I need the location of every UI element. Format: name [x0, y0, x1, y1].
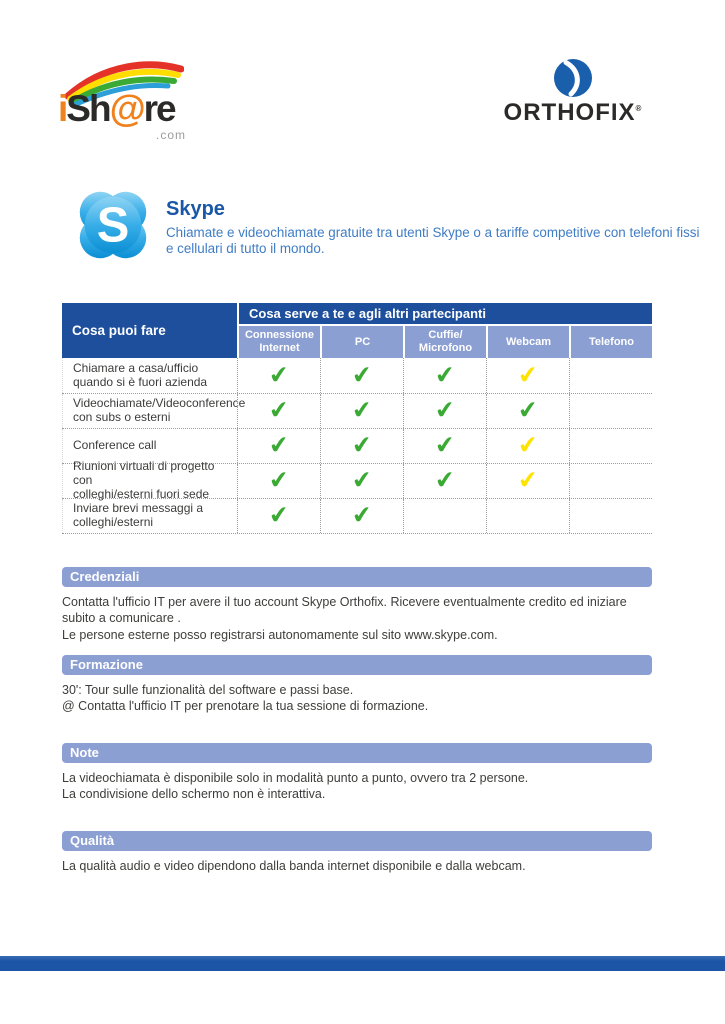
check-icon: [352, 399, 372, 423]
check-cell: [486, 358, 569, 393]
section-title-bar: Qualità: [62, 831, 652, 851]
orthofix-wordmark: [488, 99, 658, 127]
row-label: [62, 499, 237, 533]
row-label-line: con subs o esterni: [73, 410, 171, 424]
check-icon: [518, 364, 538, 388]
section-title-bar: Formazione: [62, 655, 652, 675]
check-cell: [320, 429, 403, 463]
check-icon: [352, 469, 372, 493]
section-paragraph: [62, 858, 652, 874]
check-cell: [569, 394, 652, 428]
check-icon: [518, 469, 538, 493]
table-row: [62, 459, 652, 501]
check-cell: [569, 464, 652, 498]
check-cell: [320, 394, 403, 428]
section-title-bar: Note: [62, 743, 652, 763]
check-cell: [569, 358, 652, 393]
check-cell: [237, 429, 320, 463]
row-label: [62, 358, 237, 393]
row-label-line: quando si è fuori azienda: [73, 374, 208, 389]
check-cell: [237, 464, 320, 498]
section-paragraph: [62, 594, 652, 643]
check-cell: [403, 429, 486, 463]
column-header-line: Internet: [259, 342, 300, 354]
check-icon: [518, 434, 538, 458]
orthofix-logo: [488, 58, 658, 124]
row-label-line: Inviare brevi messaggi a: [73, 501, 204, 516]
check-cell: [403, 358, 486, 393]
check-icon: [435, 434, 455, 458]
ishare-letters-re: re: [143, 88, 175, 129]
table-header: [62, 303, 652, 358]
table-row: [62, 428, 652, 463]
check-icon: [352, 504, 372, 528]
paragraph-line: La videochiamata è disponibile solo in modalità punto a punto, ovvero tra 2 persone.: [62, 771, 529, 785]
skype-logo-icon: [70, 182, 156, 268]
check-icon: [352, 364, 372, 388]
paragraph-line: La condivisione dello schermo non è interattiva.: [62, 787, 326, 802]
ishare-at-sign: @: [109, 88, 144, 129]
table-body: [62, 358, 652, 534]
column-header-line: Webcam: [505, 335, 552, 348]
orthofix-registered-mark: ®: [635, 104, 643, 113]
svg-text:S: S: [96, 198, 130, 253]
check-cell: [486, 429, 569, 463]
check-icon: [435, 469, 455, 493]
column-header-line: Telefono: [588, 335, 634, 348]
column-header-webcam: [488, 326, 569, 358]
row-label: [62, 459, 237, 501]
check-cell: [569, 429, 652, 463]
row-label-line: Conference call: [73, 438, 157, 453]
row-label: [62, 394, 246, 428]
orthofix-globe-icon: [553, 58, 593, 98]
column-header-line: Connessione: [244, 329, 315, 342]
section-title-bar: Credenziali: [62, 567, 652, 587]
check-cell: [403, 394, 486, 428]
section-credenziali: [62, 567, 652, 643]
row-label-line: colleghi/esterni: [73, 515, 154, 529]
paragraph-line: Contatta l'ufficio IT per avere il tuo account Skype Orthofix. Ricevere eventualmente credito ed iniziare subito a comunicare .: [62, 595, 627, 626]
check-icon: [269, 504, 289, 528]
check-cell: [486, 499, 569, 533]
skype-description: [166, 225, 699, 258]
column-header-cuffie-microfono: [405, 326, 486, 358]
footer-bar: [0, 956, 725, 971]
paragraph-line: @ Contatta l'ufficio IT per prenotare la tua sessione di formazione.: [62, 699, 429, 714]
check-cell: [403, 499, 486, 533]
section-qualita: [62, 831, 652, 874]
check-cell: [320, 499, 403, 533]
check-cell: [237, 394, 320, 428]
corner-header-cell: Cosa puoi fare: [62, 303, 237, 358]
check-cell: [237, 499, 320, 533]
check-cell: [486, 464, 569, 498]
check-cell: [486, 394, 569, 428]
column-header-line: PC: [354, 335, 371, 348]
ishare-letters-sh: Sh: [66, 88, 110, 129]
ishare-logo: [58, 60, 188, 140]
check-icon: [269, 364, 289, 388]
row-label: [62, 429, 237, 463]
row-label-line: colleghi/esterni fuori sede: [73, 486, 210, 501]
paragraph-line: 30': Tour sulle funzionalità del software e passi base.: [62, 683, 354, 697]
check-cell: [320, 464, 403, 498]
skype-description-line: e cellulari di tutto il mondo.: [166, 241, 325, 257]
column-header-line: Cuffie/: [428, 329, 463, 342]
paragraph-line: La qualità audio e video dipendono dalla banda internet disponibile e dalla webcam.: [62, 859, 526, 873]
paragraph-line: Le persone esterne posso registrarsi autonomamente sul sito www.skype.com.: [62, 627, 498, 642]
ishare-dotcom-label: .com: [155, 128, 186, 142]
table-header-right: [239, 303, 652, 358]
column-header-line: Microfono: [418, 342, 473, 354]
section-paragraph: [62, 682, 652, 715]
check-cell: [569, 499, 652, 533]
group-header-cell: Cosa serve a te e agli altri partecipanti: [239, 303, 652, 324]
check-icon: [269, 399, 289, 423]
skype-description-line: Chiamate e videochiamate gratuite tra utenti Skype o a tariffe competitive con telefoni fissi: [166, 225, 700, 240]
check-icon: [435, 364, 455, 388]
check-cell: [237, 358, 320, 393]
check-icon: [352, 434, 372, 458]
check-icon: [435, 399, 455, 423]
row-label-line: Chiamare a casa/ufficio: [73, 360, 199, 375]
section-paragraph: [62, 770, 652, 803]
column-header-connessione-internet: [239, 326, 320, 358]
ishare-wordmark: [58, 88, 175, 130]
column-header-pc: [322, 326, 403, 358]
check-icon: [269, 434, 289, 458]
check-cell: [403, 464, 486, 498]
check-cell: [320, 358, 403, 393]
section-formazione: [62, 655, 652, 715]
table-row: [62, 498, 652, 533]
table-row: [62, 358, 652, 393]
check-icon: [269, 469, 289, 493]
column-header-telefono: [571, 326, 652, 358]
table-row: [62, 393, 652, 428]
skype-title: Skype: [166, 198, 225, 220]
row-label-line: Videochiamate/Videoconference: [73, 396, 246, 411]
ishare-letter-i: i: [58, 88, 67, 129]
check-icon: [518, 399, 538, 423]
orthofix-name: ORTHOFIX: [503, 99, 636, 126]
features-table: [62, 303, 652, 534]
row-label-line: Riunioni virtuali di progetto con: [73, 459, 215, 488]
column-headers-row: [239, 326, 652, 358]
section-note: [62, 743, 652, 803]
